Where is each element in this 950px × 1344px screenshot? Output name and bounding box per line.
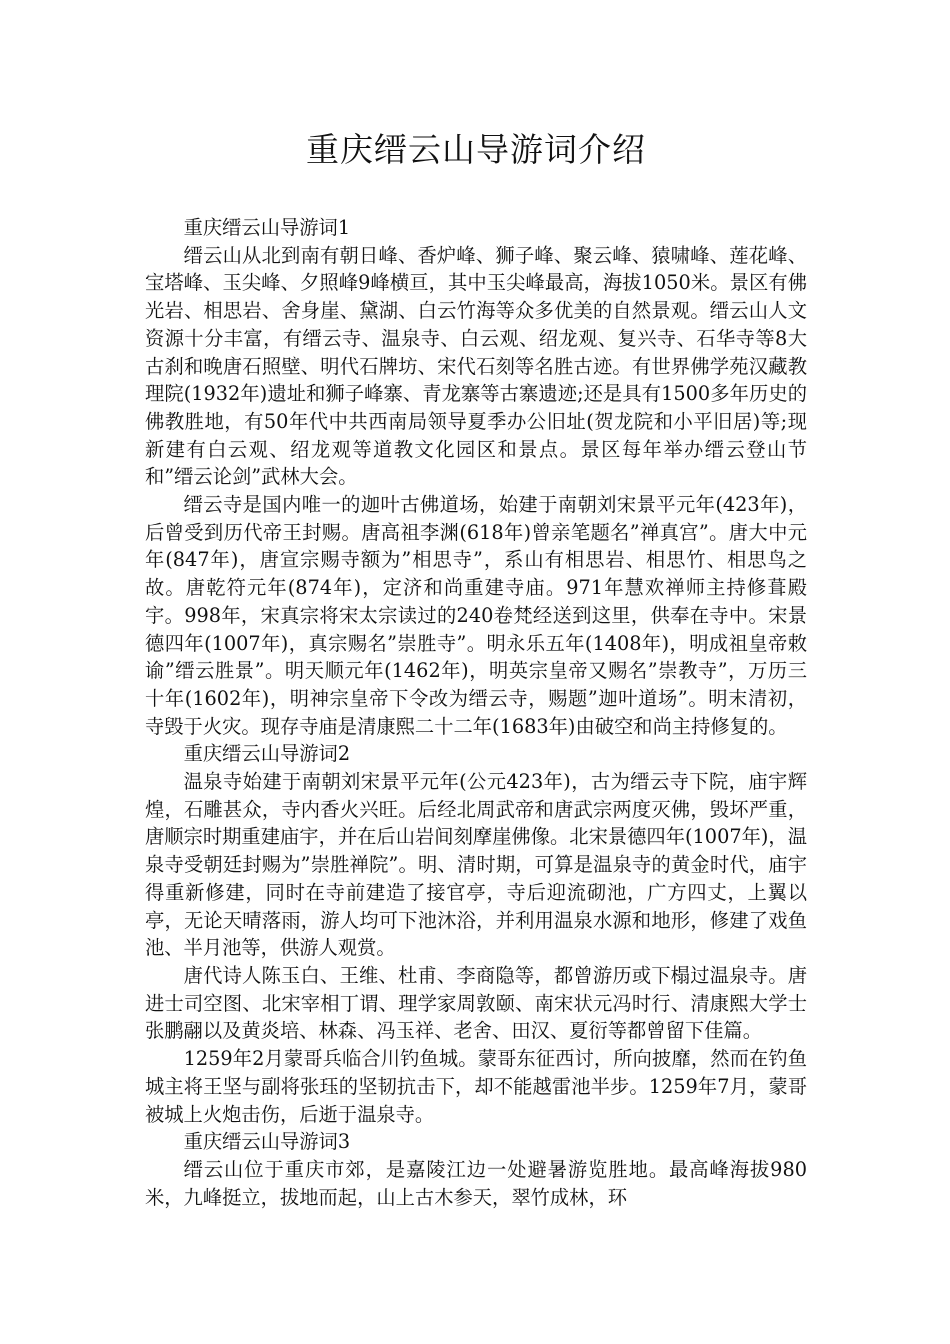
paragraph: 温泉寺始建于南朝刘宋景平元年(公元423年)，古为缙云寺下院，庙宇辉煌，石雕甚众，寺内香火兴旺。后经北周武帝和唐武宗两度灭佛，毁坏严重，唐顺宗时期重建庙宇，并在后山岩间刻摩崖佛像。北宋景德四年(1007年)，温泉寺受朝廷封赐为”崇胜禅院”。明、清时期，可算是温泉寺的黄金时代，庙宇得重新修建，同时在寺前建造了接官亭，寺后迎流砌池，广方四丈，上翼以亭，无论天晴落雨，游人均可下池沐浴，并利用温泉水源和地形，修建了戏鱼池、半月池等，供游人观赏。	[145, 770, 807, 960]
paragraph: 唐代诗人陈玉白、王维、杜甫、李商隐等，都曾游历或下榻过温泉寺。唐进士司空图、北宋宰相丁谓、理学家周敦颐、南宋状元冯时行、清康熙大学士张鹏翮以及黄炎培、林森、冯玉祥、老舍、田汉、夏衍等都曾留下佳篇。	[145, 963, 807, 1043]
paragraph: 缙云山位于重庆市郊，是嘉陵江边一处避暑游览胜地。最高峰海拔980米，九峰挺立，拔地而起，山上古木参天，翠竹成林，环	[145, 1157, 807, 1209]
paragraph: 1259年2月蒙哥兵临合川钓鱼城。蒙哥东征西讨，所向披靡，然而在钓鱼城主将王坚与副将张珏的坚韧抗击下，却不能越雷池半步。1259年7月，蒙哥被城上火炮击伤，后逝于温泉寺。	[145, 1047, 807, 1126]
section-heading-2: 重庆缙云山导游词2	[183, 742, 351, 766]
section-heading-3: 重庆缙云山导游词3	[183, 1130, 351, 1154]
section-heading-1: 重庆缙云山导游词1	[183, 216, 351, 239]
paragraph: 缙云寺是国内唯一的迦叶古佛道场，始建于南朝刘宋景平元年(423年)，后曾受到历代帝王封赐。唐高祖李渊(618年)曾亲笔题名”禅真宫”。唐大中元年(847年)，唐宣宗赐寺额为”相思寺”，系山有相思岩、相思竹、相思鸟之故。唐乾符元年(874年)，定济和尚重建寺庙。971年慧欢禅师主持修葺殿宇。998年，宋真宗将宋太宗读过的240卷梵经送到这里，供奉在寺中。宋景德四年(1007年)，真宗赐名”崇胜寺”。明永乐五年(1408年)，明成祖皇帝敕谕”缙云胜景”。明天顺元年(1462年)，明英宗皇帝又赐名”崇教寺”，万历三十年(1602年)，明神宗皇帝下令改为缙云寺，赐题”迦叶道场”。明末清初，寺毁于火灾。现存寺庙是清康熙二十二年(1683年)由破空和尚主持修复的。	[145, 493, 807, 738]
document-page	[145, 128, 807, 1211]
document-title: 重庆缙云山导游词介绍	[306, 130, 646, 169]
paragraph: 缙云山从北到南有朝日峰、香炉峰、狮子峰、聚云峰、猿啸峰、莲花峰、宝塔峰、玉尖峰、夕照峰9峰横亘，其中玉尖峰最高，海拔1050米。景区有佛光岩、相思岩、舍身崖、黛湖、白云竹海等众多优美的自然景观。缙云山人文资源十分丰富，有缙云寺、温泉寺、白云观、绍龙观、复兴寺、石华寺等8大古刹和晚唐石照壁、明代石牌坊、宋代石刻等名胜古迹。有世界佛学苑汉藏教理院(1932年)遗址和狮子峰寨、青龙寨等古寨遗迹;还是具有1500多年历史的佛教胜地，有50年代中共西南局领导夏季办公旧址(贺龙院和小平旧居)等;现新建有白云观、绍龙观等道教文化园区和景点。景区每年举办缙云登山节和”缙云论剑”武林大会。	[145, 243, 807, 489]
